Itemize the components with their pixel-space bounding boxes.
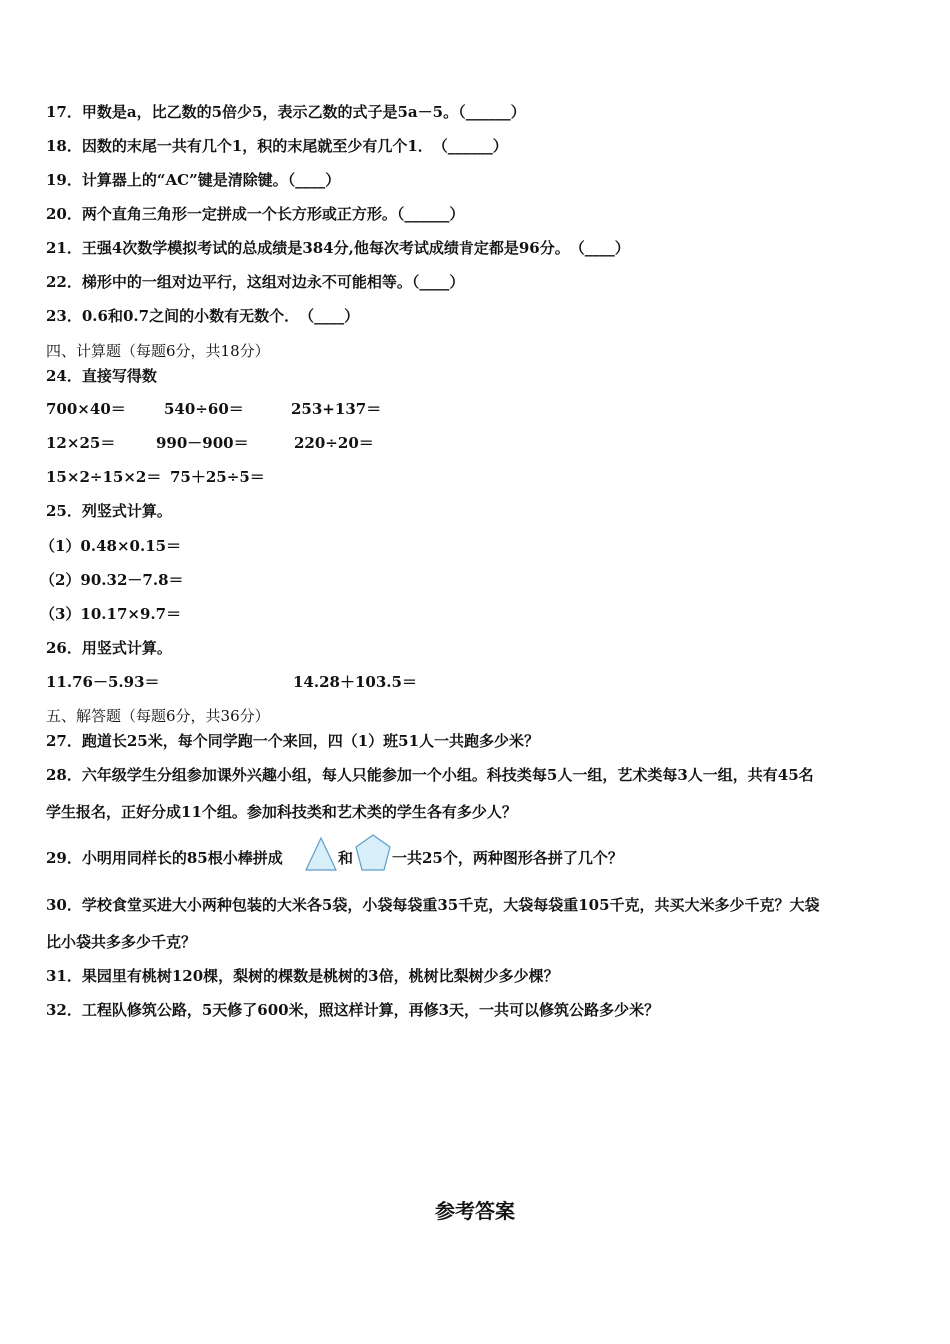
- question-30-line-2: 比小袋共多多少千克？: [46, 933, 197, 951]
- question-22: 22．梯形中的一组对边平行，这组对边永不可能相等。（____）: [46, 273, 465, 291]
- calc-item: 253+137＝: [291, 400, 382, 418]
- calc-item: 990－900＝: [156, 434, 249, 452]
- question-19: 19．计算器上的“AC”键是清除键。（____）: [46, 171, 341, 189]
- question-27: 27．跑道长25米，每个同学跑一个来回，四（1）班51人一共跑多少米？: [46, 732, 540, 750]
- calc-item: 540÷60＝: [164, 400, 244, 418]
- question-30-line-1: 30．学校食堂买进大小两种包装的大米各5袋，小袋每袋重35千克，大袋每袋重105千克，共买大米多少千克？大袋: [46, 896, 820, 914]
- question-28-line-2: 学生报名，正好分成11个组。参加科技类和艺术类的学生各有多少人？: [46, 803, 517, 821]
- question-29-part-1: 29．小明用同样长的85根小棒拼成: [46, 849, 283, 867]
- question-26-item-1: 11.76－5.93＝: [46, 673, 160, 691]
- question-26-item-2: 14.28＋103.5＝: [293, 673, 417, 691]
- question-18: 18．因数的末尾一共有几个1，积的末尾就至少有几个1． （______）: [46, 137, 508, 155]
- answer-heading: 参考答案: [435, 1199, 515, 1223]
- question-29-part-3: 一共25个，两种图形各拼了几个？: [392, 849, 623, 867]
- question-20: 20．两个直角三角形一定拼成一个长方形或正方形。（______）: [46, 205, 465, 223]
- pentagon-icon: [354, 833, 392, 873]
- question-23: 23．0.6和0.7之间的小数有无数个． （____）: [46, 307, 360, 325]
- calc-item: 75＋25÷5＝: [170, 468, 265, 486]
- question-28-line-1: 28．六年级学生分组参加课外兴趣小组，每人只能参加一个小组。科技类每5人一组，艺术类每3人一组，共有45名: [46, 766, 814, 784]
- question-31: 31．果园里有桃树120棵，梨树的棵数是桃树的3倍，桃树比梨树少多少棵？: [46, 967, 559, 985]
- calc-item: 12×25＝: [46, 434, 116, 452]
- question-25-item-1: （1）0.48×0.15＝: [40, 537, 182, 555]
- section-5-heading: 五、解答题（每题6分，共36分）: [46, 707, 270, 725]
- calc-item: 15×2÷15×2＝: [46, 468, 162, 486]
- question-25-title: 25．列竖式计算。: [46, 502, 172, 520]
- section-4-heading: 四、计算题（每题6分，共18分）: [46, 342, 270, 360]
- question-21: 21．王强4次数学模拟考试的总成绩是384分,他每次考试成绩肯定都是96分。 （____）: [46, 239, 630, 257]
- question-25-item-3: （3）10.17×9.7＝: [40, 605, 182, 623]
- question-17: 17．甲数是a，比乙数的5倍少5，表示乙数的式子是5a－5。（______）: [46, 103, 526, 121]
- calc-item: 220÷20＝: [294, 434, 374, 452]
- calc-item: 700×40＝: [46, 400, 126, 418]
- question-25-item-2: （2）90.32－7.8＝: [40, 571, 184, 589]
- question-24-title: 24．直接写得数: [46, 367, 157, 385]
- question-32: 32．工程队修筑公路，5天修了600米，照这样计算，再修3天，一共可以修筑公路多少米？: [46, 1001, 660, 1019]
- question-29-part-2: 和: [338, 849, 354, 867]
- triangle-icon: [304, 836, 338, 872]
- question-26-title: 26．用竖式计算。: [46, 639, 172, 657]
